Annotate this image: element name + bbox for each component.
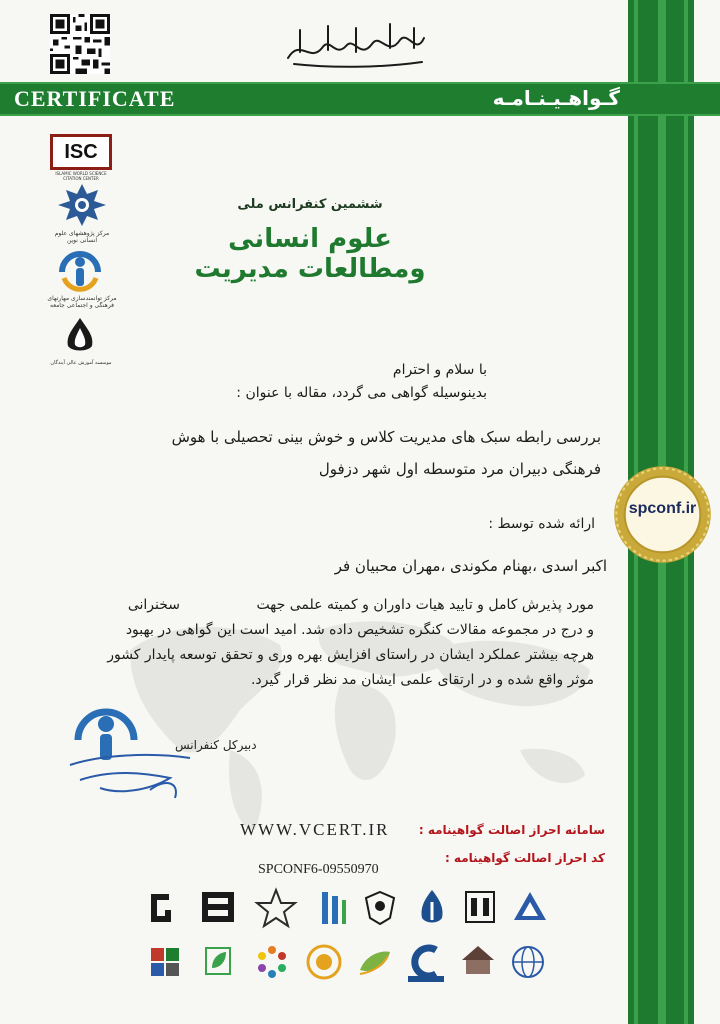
header-band-top-line — [0, 82, 720, 84]
paper-title-line2: فرهنگی دبیران مرد متوسطه اول شهر دزفول — [318, 460, 601, 478]
conference-title: علوم انسانی ومطالعات مدیریت — [194, 224, 426, 284]
basmala-calligraphy — [280, 18, 430, 70]
acceptance-line2: و درج در مجموعه مقالات کنگره تشخیص داده شد. امید است این گواهی در بهبود — [125, 622, 594, 638]
partner-logo-sun — [302, 940, 346, 984]
isc-logo — [50, 134, 112, 170]
partner-logo-house — [456, 940, 500, 984]
signature-label: دبیرکل کنفرانس — [175, 738, 257, 752]
partner-logo-circle — [250, 940, 294, 984]
verify-system-label: سامانه احراز اصالت گواهینامه : — [418, 823, 605, 837]
partner-logo-gh — [139, 886, 183, 930]
partner-logo-azad — [410, 886, 454, 930]
certificate-title-fa: گـواهـیـنـامـه — [492, 86, 620, 110]
intro-text: بدینوسیله گواهی می گردد، مقاله با عنوان : — [236, 385, 487, 401]
seal-text: spconf.ir — [628, 500, 697, 517]
institute-caption: موسسه آموزش عالی آیندگان — [50, 360, 112, 366]
partner-logo-cubes — [143, 940, 187, 984]
humanities-center-caption: مرکز پژوهشهای علوم انسانی نوین — [54, 230, 110, 244]
acceptance-type: سخنرانی — [127, 597, 180, 613]
skills-center-logo — [54, 246, 106, 294]
acceptance-line3: هرچه بیشتر عملکرد ایشان در راستای افزایش بهره وری و تحقق توسعه پایدار کشور — [107, 647, 594, 663]
paper-title-line1: بررسی رابطه سبک های مدیریت کلاس و خوش بینی تحصیلی با هوش — [171, 428, 601, 446]
partner-logo-star — [254, 886, 298, 930]
partner-logo-civilica — [404, 940, 448, 984]
partner-logo-stripes — [310, 886, 354, 930]
skills-center-caption: مرکز توانمندسازی مهارتهای فرهنگی و اجتماعی جامعه — [47, 295, 117, 309]
qr-code[interactable] — [50, 14, 110, 74]
acceptance-line4: موثر واقع شده و در ارتقای علمی ایشان مد نظر قرار گیرد. — [250, 672, 594, 688]
partner-logo-knot — [196, 886, 240, 930]
partner-logo-green — [352, 940, 396, 984]
verify-code-label: کد احراز اصالت گواهینامه : — [444, 851, 605, 865]
partner-logo-shield — [358, 886, 402, 930]
partner-logo-book — [458, 886, 502, 930]
certificate-title-en: CERTIFICATE — [14, 86, 176, 111]
partner-logo-triangle — [508, 886, 552, 930]
partner-logo-leaf — [196, 940, 240, 984]
presented-by-label: ارائه شده توسط : — [488, 516, 595, 532]
isc-caption: ISLAMIC WORLD SCIENCE CITATION CENTER — [55, 171, 107, 181]
humanities-center-logo — [56, 182, 108, 228]
verify-url[interactable]: WWW.VCERT.IR — [240, 820, 390, 839]
institute-logo — [62, 316, 98, 354]
header-band-bottom-line — [0, 114, 720, 116]
isc-logo-text: ISC — [64, 140, 98, 163]
verify-code: SPCONF6-09550970 — [258, 862, 379, 877]
authors-text: اکبر اسدی ،بهنام مکوندی ،مهران محبیان فر — [334, 557, 607, 575]
acceptance-line1: مورد پذیرش کامل و تایید هیات داوران و کمیته علمی جهت — [256, 597, 594, 613]
partner-logo-globe — [506, 940, 550, 984]
conference-subtitle: ششمین کنفرانس ملی — [237, 197, 383, 212]
greeting-text: با سلام و احترام — [392, 362, 487, 378]
